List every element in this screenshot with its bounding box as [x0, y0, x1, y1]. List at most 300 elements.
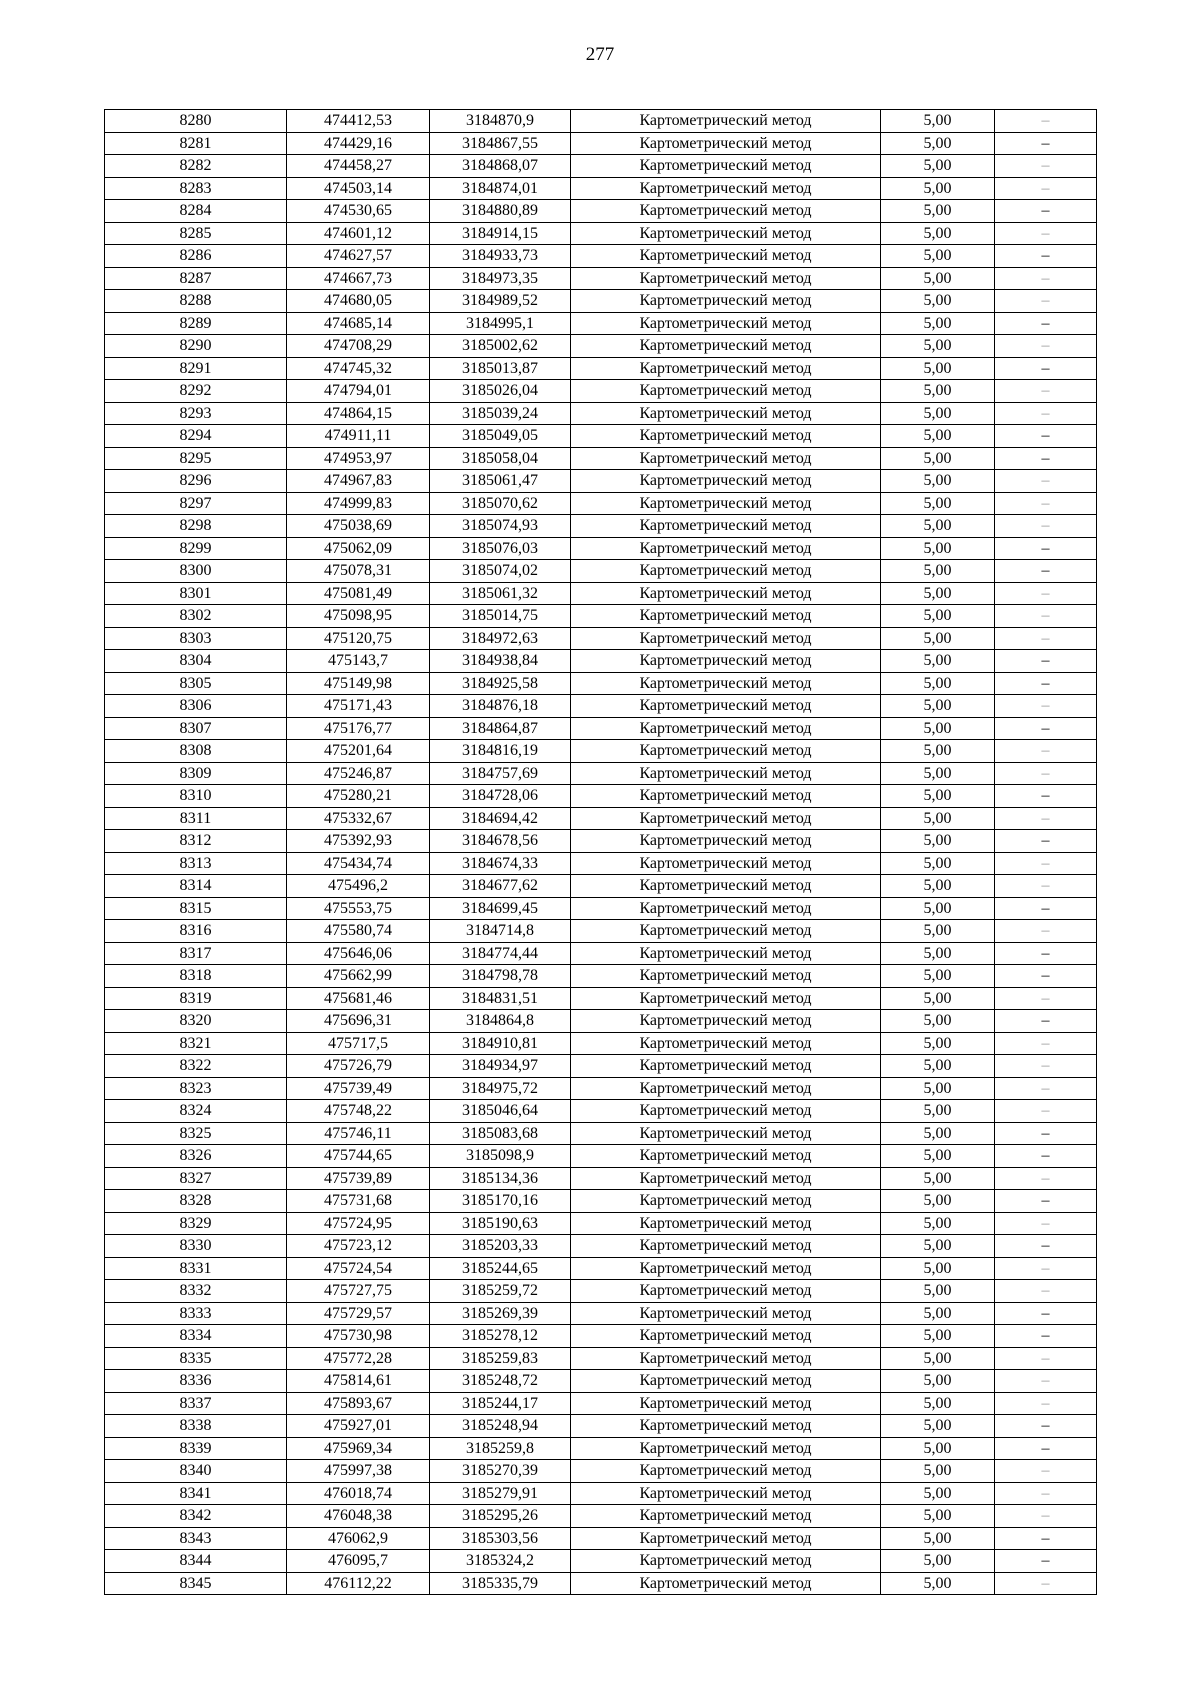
x-coordinate-cell: 475098,95: [287, 605, 430, 628]
method-cell: Картометрический метод: [571, 1550, 881, 1573]
note-cell: –: [995, 402, 1097, 425]
accuracy-cell: 5,00: [881, 402, 995, 425]
table-row: [105, 1370, 1097, 1393]
accuracy-cell: 5,00: [881, 830, 995, 853]
method-cell: Картометрический метод: [571, 717, 881, 740]
y-coordinate-cell: 3185248,72: [430, 1370, 571, 1393]
point-number-cell: 8305: [105, 672, 287, 695]
note-cell: –: [995, 762, 1097, 785]
table-row: [105, 1527, 1097, 1550]
x-coordinate-cell: 474953,97: [287, 447, 430, 470]
x-coordinate-cell: 475723,12: [287, 1235, 430, 1258]
table-row: [105, 965, 1097, 988]
method-cell: Картометрический метод: [571, 425, 881, 448]
table-row: [105, 1145, 1097, 1168]
x-coordinate-cell: 475120,75: [287, 627, 430, 650]
x-coordinate-cell: 474967,83: [287, 470, 430, 493]
note-cell: –: [995, 1077, 1097, 1100]
table-row: [105, 357, 1097, 380]
table-row: [105, 1100, 1097, 1123]
method-cell: Картометрический метод: [571, 942, 881, 965]
note-cell: –: [995, 155, 1097, 178]
table-row: [105, 605, 1097, 628]
page-number: 277: [585, 44, 615, 65]
method-cell: Картометрический метод: [571, 830, 881, 853]
table-row: [105, 1505, 1097, 1528]
note-cell: –: [995, 1190, 1097, 1213]
accuracy-cell: 5,00: [881, 762, 995, 785]
accuracy-cell: 5,00: [881, 1280, 995, 1303]
x-coordinate-cell: 475280,21: [287, 785, 430, 808]
x-coordinate-cell: 475392,93: [287, 830, 430, 853]
x-coordinate-cell: 474999,83: [287, 492, 430, 515]
note-cell: –: [995, 897, 1097, 920]
table-row: [105, 1302, 1097, 1325]
table-row: [105, 785, 1097, 808]
x-coordinate-cell: 476018,74: [287, 1482, 430, 1505]
table-row: [105, 515, 1097, 538]
point-number-cell: 8296: [105, 470, 287, 493]
table-row: [105, 1055, 1097, 1078]
y-coordinate-cell: 3184938,84: [430, 650, 571, 673]
method-cell: Картометрический метод: [571, 605, 881, 628]
point-number-cell: 8285: [105, 222, 287, 245]
table-row: [105, 920, 1097, 943]
table-row: [105, 942, 1097, 965]
accuracy-cell: 5,00: [881, 1302, 995, 1325]
point-number-cell: 8343: [105, 1527, 287, 1550]
y-coordinate-cell: 3185278,12: [430, 1325, 571, 1348]
point-number-cell: 8304: [105, 650, 287, 673]
note-cell: –: [995, 1437, 1097, 1460]
y-coordinate-cell: 3185203,33: [430, 1235, 571, 1258]
note-cell: –: [995, 1032, 1097, 1055]
y-coordinate-cell: 3185303,56: [430, 1527, 571, 1550]
point-number-cell: 8340: [105, 1460, 287, 1483]
method-cell: Картометрический метод: [571, 492, 881, 515]
accuracy-cell: 5,00: [881, 987, 995, 1010]
accuracy-cell: 5,00: [881, 357, 995, 380]
accuracy-cell: 5,00: [881, 110, 995, 133]
y-coordinate-cell: 3185013,87: [430, 357, 571, 380]
accuracy-cell: 5,00: [881, 492, 995, 515]
note-cell: –: [995, 605, 1097, 628]
y-coordinate-cell: 3185070,62: [430, 492, 571, 515]
point-number-cell: 8290: [105, 335, 287, 358]
accuracy-cell: 5,00: [881, 312, 995, 335]
y-coordinate-cell: 3185061,47: [430, 470, 571, 493]
x-coordinate-cell: 474864,15: [287, 402, 430, 425]
method-cell: Картометрический метод: [571, 560, 881, 583]
accuracy-cell: 5,00: [881, 965, 995, 988]
table-row: [105, 200, 1097, 223]
table-row: [105, 1280, 1097, 1303]
accuracy-cell: 5,00: [881, 155, 995, 178]
note-cell: –: [995, 267, 1097, 290]
point-number-cell: 8299: [105, 537, 287, 560]
x-coordinate-cell: 475434,74: [287, 852, 430, 875]
method-cell: Картометрический метод: [571, 470, 881, 493]
note-cell: –: [995, 942, 1097, 965]
method-cell: Картометрический метод: [571, 1032, 881, 1055]
method-cell: Картометрический метод: [571, 762, 881, 785]
x-coordinate-cell: 475748,22: [287, 1100, 430, 1123]
y-coordinate-cell: 3185026,04: [430, 380, 571, 403]
point-number-cell: 8316: [105, 920, 287, 943]
point-number-cell: 8320: [105, 1010, 287, 1033]
note-cell: –: [995, 245, 1097, 268]
point-number-cell: 8295: [105, 447, 287, 470]
method-cell: Картометрический метод: [571, 1482, 881, 1505]
x-coordinate-cell: 475696,31: [287, 1010, 430, 1033]
y-coordinate-cell: 3185061,32: [430, 582, 571, 605]
method-cell: Картометрический метод: [571, 335, 881, 358]
x-coordinate-cell: 475969,34: [287, 1437, 430, 1460]
point-number-cell: 8321: [105, 1032, 287, 1055]
x-coordinate-cell: 475081,49: [287, 582, 430, 605]
note-cell: –: [995, 1122, 1097, 1145]
table-row: [105, 1392, 1097, 1415]
method-cell: Картометрический метод: [571, 380, 881, 403]
table-row: [105, 312, 1097, 335]
accuracy-cell: 5,00: [881, 695, 995, 718]
point-number-cell: 8308: [105, 740, 287, 763]
table-row: [105, 1077, 1097, 1100]
note-cell: –: [995, 447, 1097, 470]
table-row: [105, 1482, 1097, 1505]
accuracy-cell: 5,00: [881, 177, 995, 200]
accuracy-cell: 5,00: [881, 1392, 995, 1415]
accuracy-cell: 5,00: [881, 1325, 995, 1348]
y-coordinate-cell: 3184864,87: [430, 717, 571, 740]
point-number-cell: 8297: [105, 492, 287, 515]
y-coordinate-cell: 3185046,64: [430, 1100, 571, 1123]
accuracy-cell: 5,00: [881, 222, 995, 245]
x-coordinate-cell: 475662,99: [287, 965, 430, 988]
method-cell: Картометрический метод: [571, 1302, 881, 1325]
y-coordinate-cell: 3185083,68: [430, 1122, 571, 1145]
note-cell: –: [995, 1280, 1097, 1303]
note-cell: –: [995, 222, 1097, 245]
method-cell: Картометрический метод: [571, 897, 881, 920]
x-coordinate-cell: 475731,68: [287, 1190, 430, 1213]
point-number-cell: 8324: [105, 1100, 287, 1123]
note-cell: –: [995, 807, 1097, 830]
method-cell: Картометрический метод: [571, 965, 881, 988]
accuracy-cell: 5,00: [881, 717, 995, 740]
x-coordinate-cell: 474794,01: [287, 380, 430, 403]
point-number-cell: 8335: [105, 1347, 287, 1370]
note-cell: –: [995, 1505, 1097, 1528]
method-cell: Картометрический метод: [571, 695, 881, 718]
table-row: [105, 627, 1097, 650]
accuracy-cell: 5,00: [881, 672, 995, 695]
x-coordinate-cell: 475149,98: [287, 672, 430, 695]
table-row: [105, 267, 1097, 290]
x-coordinate-cell: 475246,87: [287, 762, 430, 785]
accuracy-cell: 5,00: [881, 1212, 995, 1235]
method-cell: Картометрический метод: [571, 1392, 881, 1415]
point-number-cell: 8342: [105, 1505, 287, 1528]
method-cell: Картометрический метод: [571, 740, 881, 763]
method-cell: Картометрический метод: [571, 1077, 881, 1100]
accuracy-cell: 5,00: [881, 852, 995, 875]
note-cell: –: [995, 1392, 1097, 1415]
accuracy-cell: 5,00: [881, 1437, 995, 1460]
y-coordinate-cell: 3184876,18: [430, 695, 571, 718]
table-row: [105, 1460, 1097, 1483]
y-coordinate-cell: 3185259,72: [430, 1280, 571, 1303]
accuracy-cell: 5,00: [881, 1257, 995, 1280]
note-cell: –: [995, 740, 1097, 763]
y-coordinate-cell: 3185002,62: [430, 335, 571, 358]
x-coordinate-cell: 474911,11: [287, 425, 430, 448]
method-cell: Картометрический метод: [571, 402, 881, 425]
accuracy-cell: 5,00: [881, 650, 995, 673]
note-cell: –: [995, 1145, 1097, 1168]
x-coordinate-cell: 476048,38: [287, 1505, 430, 1528]
point-number-cell: 8307: [105, 717, 287, 740]
note-cell: –: [995, 852, 1097, 875]
y-coordinate-cell: 3185324,2: [430, 1550, 571, 1573]
table-row: [105, 110, 1097, 133]
x-coordinate-cell: 474412,53: [287, 110, 430, 133]
table-row: [105, 830, 1097, 853]
y-coordinate-cell: 3184728,06: [430, 785, 571, 808]
accuracy-cell: 5,00: [881, 470, 995, 493]
y-coordinate-cell: 3184816,19: [430, 740, 571, 763]
method-cell: Картометрический метод: [571, 537, 881, 560]
note-cell: –: [995, 1550, 1097, 1573]
table-row: [105, 155, 1097, 178]
table-row: [105, 290, 1097, 313]
accuracy-cell: 5,00: [881, 627, 995, 650]
point-number-cell: 8311: [105, 807, 287, 830]
method-cell: Картометрический метод: [571, 290, 881, 313]
note-cell: –: [995, 1370, 1097, 1393]
accuracy-cell: 5,00: [881, 942, 995, 965]
accuracy-cell: 5,00: [881, 447, 995, 470]
method-cell: Картометрический метод: [571, 987, 881, 1010]
point-number-cell: 8329: [105, 1212, 287, 1235]
y-coordinate-cell: 3184699,45: [430, 897, 571, 920]
x-coordinate-cell: 475553,75: [287, 897, 430, 920]
x-coordinate-cell: 475729,57: [287, 1302, 430, 1325]
x-coordinate-cell: 475332,67: [287, 807, 430, 830]
method-cell: Картометрический метод: [571, 267, 881, 290]
method-cell: Картометрический метод: [571, 515, 881, 538]
x-coordinate-cell: 475176,77: [287, 717, 430, 740]
method-cell: Картометрический метод: [571, 875, 881, 898]
x-coordinate-cell: 474601,12: [287, 222, 430, 245]
point-number-cell: 8280: [105, 110, 287, 133]
x-coordinate-cell: 474685,14: [287, 312, 430, 335]
point-number-cell: 8310: [105, 785, 287, 808]
table-row: [105, 1235, 1097, 1258]
table-row: [105, 1572, 1097, 1595]
y-coordinate-cell: 3184677,62: [430, 875, 571, 898]
x-coordinate-cell: 475927,01: [287, 1415, 430, 1438]
note-cell: –: [995, 335, 1097, 358]
x-coordinate-cell: 475893,67: [287, 1392, 430, 1415]
method-cell: Картометрический метод: [571, 672, 881, 695]
point-number-cell: 8327: [105, 1167, 287, 1190]
point-number-cell: 8344: [105, 1550, 287, 1573]
x-coordinate-cell: 474503,14: [287, 177, 430, 200]
method-cell: Картометрический метод: [571, 1415, 881, 1438]
note-cell: –: [995, 132, 1097, 155]
accuracy-cell: 5,00: [881, 740, 995, 763]
y-coordinate-cell: 3185170,16: [430, 1190, 571, 1213]
y-coordinate-cell: 3184864,8: [430, 1010, 571, 1033]
point-number-cell: 8328: [105, 1190, 287, 1213]
accuracy-cell: 5,00: [881, 1370, 995, 1393]
point-number-cell: 8303: [105, 627, 287, 650]
x-coordinate-cell: 475724,54: [287, 1257, 430, 1280]
point-number-cell: 8293: [105, 402, 287, 425]
point-number-cell: 8301: [105, 582, 287, 605]
table-row: [105, 695, 1097, 718]
accuracy-cell: 5,00: [881, 1415, 995, 1438]
accuracy-cell: 5,00: [881, 1100, 995, 1123]
table-row: [105, 807, 1097, 830]
point-number-cell: 8313: [105, 852, 287, 875]
y-coordinate-cell: 3185098,9: [430, 1145, 571, 1168]
accuracy-cell: 5,00: [881, 267, 995, 290]
accuracy-cell: 5,00: [881, 897, 995, 920]
point-number-cell: 8312: [105, 830, 287, 853]
x-coordinate-cell: 475646,06: [287, 942, 430, 965]
accuracy-cell: 5,00: [881, 380, 995, 403]
y-coordinate-cell: 3185279,91: [430, 1482, 571, 1505]
table-row: [105, 740, 1097, 763]
point-number-cell: 8317: [105, 942, 287, 965]
point-number-cell: 8294: [105, 425, 287, 448]
note-cell: –: [995, 312, 1097, 335]
y-coordinate-cell: 3185014,75: [430, 605, 571, 628]
point-number-cell: 8314: [105, 875, 287, 898]
table-row: [105, 650, 1097, 673]
table-row: [105, 852, 1097, 875]
method-cell: Картометрический метод: [571, 1235, 881, 1258]
accuracy-cell: 5,00: [881, 1550, 995, 1573]
method-cell: Картометрический метод: [571, 785, 881, 808]
x-coordinate-cell: 475143,7: [287, 650, 430, 673]
x-coordinate-cell: 474708,29: [287, 335, 430, 358]
note-cell: –: [995, 965, 1097, 988]
x-coordinate-cell: 475717,5: [287, 1032, 430, 1055]
x-coordinate-cell: 475724,95: [287, 1212, 430, 1235]
note-cell: –: [995, 1325, 1097, 1348]
note-cell: –: [995, 1460, 1097, 1483]
point-number-cell: 8326: [105, 1145, 287, 1168]
accuracy-cell: 5,00: [881, 1505, 995, 1528]
y-coordinate-cell: 3184757,69: [430, 762, 571, 785]
x-coordinate-cell: 475726,79: [287, 1055, 430, 1078]
accuracy-cell: 5,00: [881, 245, 995, 268]
note-cell: –: [995, 695, 1097, 718]
x-coordinate-cell: 474429,16: [287, 132, 430, 155]
note-cell: –: [995, 380, 1097, 403]
method-cell: Картометрический метод: [571, 110, 881, 133]
note-cell: –: [995, 1100, 1097, 1123]
table-row: [105, 1212, 1097, 1235]
x-coordinate-cell: 475772,28: [287, 1347, 430, 1370]
table-row: [105, 875, 1097, 898]
method-cell: Картометрический метод: [571, 1505, 881, 1528]
point-number-cell: 8333: [105, 1302, 287, 1325]
note-cell: –: [995, 582, 1097, 605]
point-number-cell: 8341: [105, 1482, 287, 1505]
method-cell: Картометрический метод: [571, 1122, 881, 1145]
x-coordinate-cell: 475681,46: [287, 987, 430, 1010]
y-coordinate-cell: 3184874,01: [430, 177, 571, 200]
table-row: [105, 132, 1097, 155]
method-cell: Картометрический метод: [571, 155, 881, 178]
table-row: [105, 1190, 1097, 1213]
method-cell: Картометрический метод: [571, 132, 881, 155]
note-cell: –: [995, 110, 1097, 133]
method-cell: Картометрический метод: [571, 650, 881, 673]
accuracy-cell: 5,00: [881, 1235, 995, 1258]
y-coordinate-cell: 3184910,81: [430, 1032, 571, 1055]
point-number-cell: 8337: [105, 1392, 287, 1415]
table-row: [105, 492, 1097, 515]
note-cell: –: [995, 1482, 1097, 1505]
y-coordinate-cell: 3184831,51: [430, 987, 571, 1010]
point-number-cell: 8309: [105, 762, 287, 785]
method-cell: Картометрический метод: [571, 312, 881, 335]
table-row: [105, 222, 1097, 245]
point-number-cell: 8315: [105, 897, 287, 920]
y-coordinate-cell: 3184694,42: [430, 807, 571, 830]
x-coordinate-cell: 475201,64: [287, 740, 430, 763]
accuracy-cell: 5,00: [881, 785, 995, 808]
accuracy-cell: 5,00: [881, 537, 995, 560]
accuracy-cell: 5,00: [881, 1347, 995, 1370]
method-cell: Картометрический метод: [571, 1145, 881, 1168]
accuracy-cell: 5,00: [881, 1572, 995, 1595]
method-cell: Картометрический метод: [571, 582, 881, 605]
accuracy-cell: 5,00: [881, 515, 995, 538]
method-cell: Картометрический метод: [571, 200, 881, 223]
method-cell: Картометрический метод: [571, 852, 881, 875]
y-coordinate-cell: 3185335,79: [430, 1572, 571, 1595]
note-cell: –: [995, 1167, 1097, 1190]
x-coordinate-cell: 476095,7: [287, 1550, 430, 1573]
note-cell: –: [995, 830, 1097, 853]
note-cell: –: [995, 177, 1097, 200]
table-row: [105, 425, 1097, 448]
y-coordinate-cell: 3184714,8: [430, 920, 571, 943]
y-coordinate-cell: 3185244,65: [430, 1257, 571, 1280]
method-cell: Картометрический метод: [571, 357, 881, 380]
accuracy-cell: 5,00: [881, 335, 995, 358]
note-cell: –: [995, 200, 1097, 223]
y-coordinate-cell: 3184975,72: [430, 1077, 571, 1100]
method-cell: Картометрический метод: [571, 807, 881, 830]
note-cell: –: [995, 425, 1097, 448]
table-row: [105, 1257, 1097, 1280]
method-cell: Картометрический метод: [571, 1347, 881, 1370]
point-number-cell: 8298: [105, 515, 287, 538]
accuracy-cell: 5,00: [881, 560, 995, 583]
accuracy-cell: 5,00: [881, 807, 995, 830]
table-row: [105, 1325, 1097, 1348]
note-cell: –: [995, 1257, 1097, 1280]
point-number-cell: 8306: [105, 695, 287, 718]
table-row: [105, 560, 1097, 583]
